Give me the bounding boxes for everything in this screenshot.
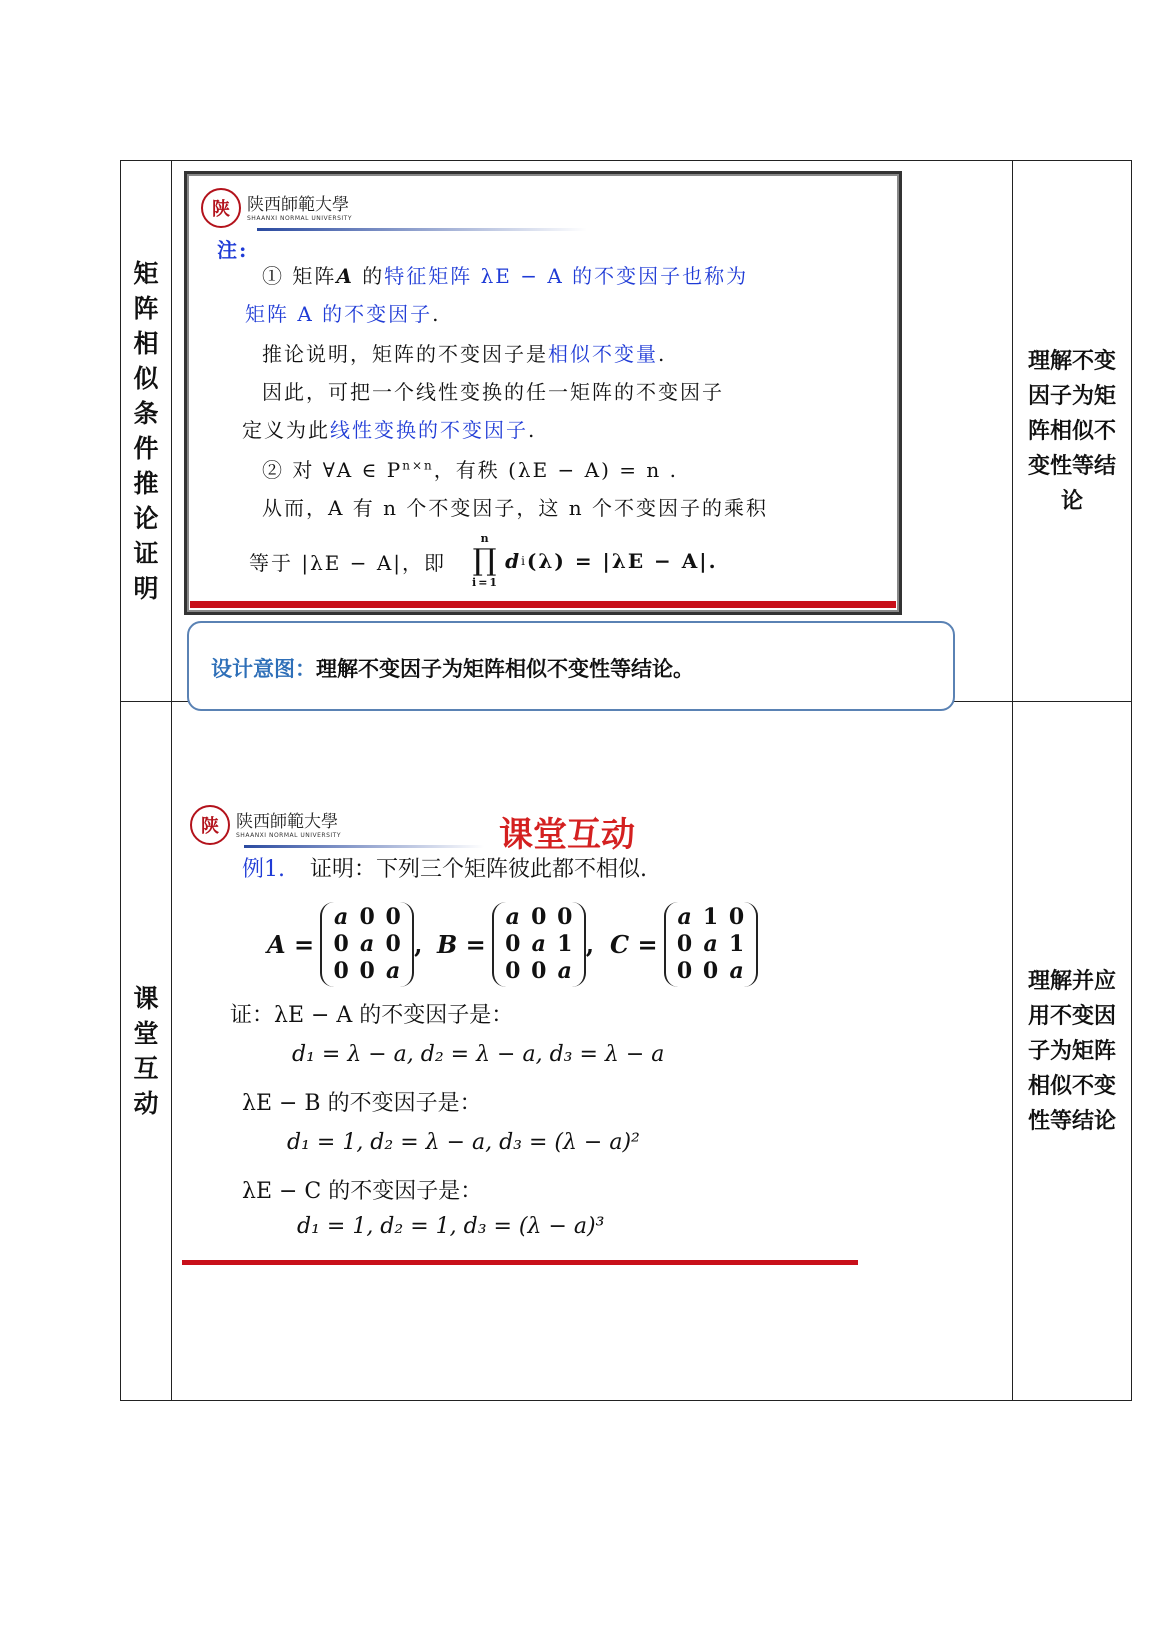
matrix-b: B = a 0 0 0 a 1 0 0 a , — [437, 902, 594, 987]
logo-chinese: 陕西師範大學 — [247, 194, 349, 215]
example-text: 证明：下列三个矩阵彼此都不相似. — [310, 857, 647, 882]
table-row — [121, 702, 1132, 1401]
proof-b-label: λE − B 的不变因子是： — [242, 1091, 482, 1116]
slide-red-bar — [190, 601, 896, 608]
logo-chinese: 陕西師範大學 — [236, 811, 338, 832]
proof-a-label: 证：λE − A 的不变因子是： — [230, 1003, 514, 1028]
content-cell — [172, 702, 1013, 1401]
university-logo — [190, 805, 341, 845]
proof-a-result: d₁ = λ − a, d₂ = λ − a, d₃ = λ − a — [292, 1042, 665, 1067]
design-intent-box — [187, 621, 955, 711]
topic-cell — [121, 702, 172, 1401]
slide-note — [184, 171, 902, 615]
note-label: 注: — [217, 238, 249, 262]
note-line-1: ① 矩阵A 的特征矩阵 λE − A 的不变因子也称为 — [262, 264, 749, 288]
seal-icon: 陕 — [190, 805, 230, 845]
goal-text: 理解不变因子为矩阵相似不变性等结论 — [1027, 348, 1116, 514]
design-label: 设计意图： — [211, 657, 316, 681]
note-line-3: 推论说明，矩阵的不变因子是相似不变量. — [262, 342, 667, 366]
note-line-8: 等于 |λE − A|，即 n ∏ i=1 d i (λ) = |λE − A|. — [249, 532, 718, 589]
goal-cell — [1013, 161, 1132, 702]
matrix-a: A = a 0 0 0 a 0 0 0 a , — [267, 902, 422, 987]
topic-text: 矩阵相似条件推论证明 — [133, 259, 159, 603]
logo-divider — [244, 845, 484, 848]
example-line — [242, 852, 647, 883]
logo-english: SHAANXI NORMAL UNIVERSITY — [236, 831, 342, 839]
note-line-5: 定义为此线性变换的不变因子. — [242, 418, 537, 442]
topic-cell — [121, 161, 172, 702]
slide-red-bar — [182, 1260, 858, 1265]
topic-text: 课堂互动 — [133, 984, 159, 1118]
note-line-2: 矩阵 A 的不变因子. — [245, 302, 441, 326]
note-line-7: 从而，A 有 n 个不变因子，这 n 个不变因子的乘积 — [262, 496, 768, 520]
proof-b-result: d₁ = 1, d₂ = λ − a, d₃ = (λ − a)² — [287, 1130, 640, 1155]
table-row — [121, 161, 1132, 702]
lesson-table — [120, 160, 1132, 1401]
example-label: 例1. — [242, 857, 285, 882]
university-logo — [201, 188, 352, 228]
logo-english: SHAANXI NORMAL UNIVERSITY — [247, 214, 353, 222]
logo-divider — [257, 228, 587, 231]
note-line-6: ② 对 ∀A ∈ $P^{n\times n}$，有秩 (λE − A) = n . — [262, 458, 678, 482]
content-cell — [172, 161, 1013, 702]
goal-cell — [1013, 702, 1132, 1401]
proof-c-result: d₁ = 1, d₂ = 1, d₃ = (λ − a)³ — [297, 1214, 605, 1239]
seal-icon: 陕 — [201, 188, 241, 228]
matrix-c: C = a 1 0 0 a 1 0 0 a — [610, 902, 758, 987]
goal-text: 理解并应用不变因子为矩阵相似不变性等结论 — [1027, 968, 1116, 1134]
design-text: 理解不变因子为矩阵相似不变性等结论。 — [316, 657, 694, 681]
slide-title: 课堂互动 — [499, 815, 635, 855]
proof-c-label: λE − C 的不变因子是： — [242, 1179, 483, 1204]
note-line-4: 因此，可把一个线性变换的任一矩阵的不变因子 — [262, 380, 724, 404]
